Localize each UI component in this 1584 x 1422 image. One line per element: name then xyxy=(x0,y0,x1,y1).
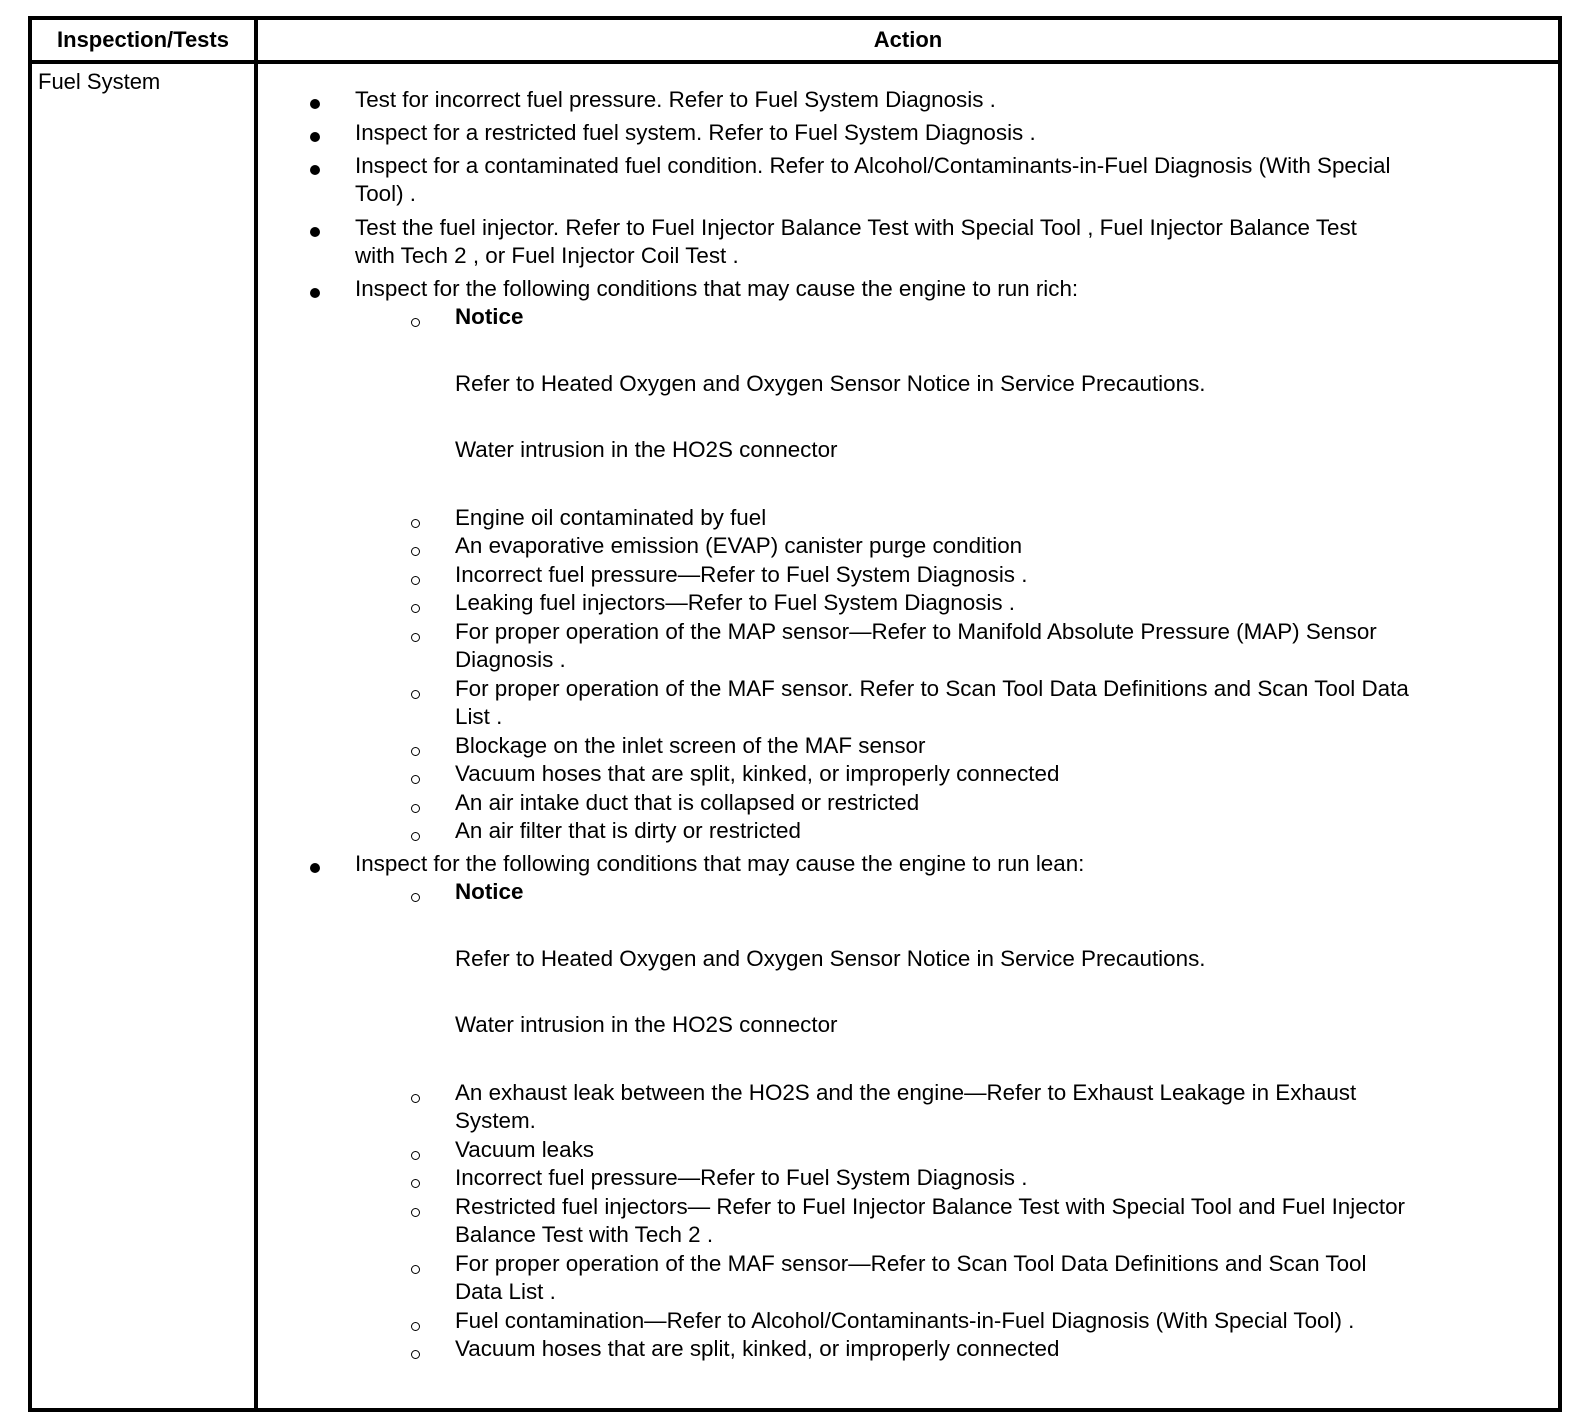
sub-list-item: For proper operation of the MAP sensor—Refer to Manifold Absolute Pressure (MAP) Sensor xyxy=(455,619,1377,644)
list-item: Inspect for a contaminated fuel condition. Refer to Alcohol/Contaminants-in-Fuel Diagnosis (With Special xyxy=(355,153,1391,178)
sub-list-item-continuation: Data List . xyxy=(455,1279,556,1304)
sub-bullet-icon xyxy=(411,576,420,585)
sub-bullet-icon xyxy=(411,1265,420,1274)
sub-bullet-icon xyxy=(411,1208,420,1217)
bullet-icon xyxy=(310,863,320,873)
sub-bullet-icon xyxy=(411,604,420,613)
sub-list-item: An air intake duct that is collapsed or restricted xyxy=(455,790,920,815)
inspection-table xyxy=(28,16,1562,1412)
sub-list-item: An air filter that is dirty or restricted xyxy=(455,818,801,843)
notice-text: Water intrusion in the HO2S connector xyxy=(455,437,838,462)
sub-list-item: Leaking fuel injectors—Refer to Fuel System Diagnosis . xyxy=(455,590,1016,615)
sub-bullet-icon xyxy=(411,318,420,327)
list-item: Inspect for the following conditions that may cause the engine to run lean: xyxy=(355,851,1085,876)
list-item: Test for incorrect fuel pressure. Refer to Fuel System Diagnosis . xyxy=(355,87,996,112)
sub-bullet-icon xyxy=(411,690,420,699)
sub-list-item: Incorrect fuel pressure—Refer to Fuel System Diagnosis . xyxy=(455,1165,1028,1190)
sub-bullet-icon xyxy=(411,804,420,813)
bullet-icon xyxy=(310,288,320,298)
notice-text: Refer to Heated Oxygen and Oxygen Sensor Notice in Service Precautions. xyxy=(455,946,1206,971)
sub-list-item-continuation: System. xyxy=(455,1108,536,1133)
list-item: Inspect for a restricted fuel system. Refer to Fuel System Diagnosis . xyxy=(355,120,1036,145)
list-item-continuation: Tool) . xyxy=(355,181,416,206)
sub-list-item-continuation: Diagnosis . xyxy=(455,647,566,672)
sub-bullet-icon xyxy=(411,1322,420,1331)
header-action: Action xyxy=(873,27,943,52)
sub-bullet-icon xyxy=(411,547,420,556)
sub-bullet-icon xyxy=(411,1094,420,1103)
sub-list-item: Vacuum hoses that are split, kinked, or improperly connected xyxy=(455,761,1060,786)
sub-list-item-continuation: List . xyxy=(455,704,503,729)
notice-label: Notice xyxy=(455,304,524,329)
bullet-icon xyxy=(310,165,320,175)
sub-list-item-continuation: Balance Test with Tech 2 . xyxy=(455,1222,714,1247)
sub-bullet-icon xyxy=(411,1151,420,1160)
sub-bullet-icon xyxy=(411,893,420,902)
sub-list-item: For proper operation of the MAF sensor. Refer to Scan Tool Data Definitions and Scan Tool Data xyxy=(455,676,1409,701)
sub-bullet-icon xyxy=(411,832,420,841)
sub-bullet-icon xyxy=(411,1350,420,1359)
sub-list-item: Blockage on the inlet screen of the MAF sensor xyxy=(455,733,926,758)
sub-bullet-icon xyxy=(411,519,420,528)
category-cell: Fuel System xyxy=(38,69,161,94)
sub-list-item: Engine oil contaminated by fuel xyxy=(455,505,767,530)
header-inspection-tests: Inspection/Tests xyxy=(57,27,229,52)
sub-bullet-icon xyxy=(411,775,420,784)
sub-list-item: For proper operation of the MAF sensor—Refer to Scan Tool Data Definitions and Scan Tool xyxy=(455,1251,1367,1276)
notice-label: Notice xyxy=(455,879,524,904)
sub-list-item: An evaporative emission (EVAP) canister purge condition xyxy=(455,533,1023,558)
bullet-icon xyxy=(310,132,320,142)
sub-bullet-icon xyxy=(411,633,420,642)
bullet-icon xyxy=(310,99,320,109)
sub-list-item: Fuel contamination—Refer to Alcohol/Contaminants-in-Fuel Diagnosis (With Special Tool) . xyxy=(455,1308,1355,1333)
notice-text: Water intrusion in the HO2S connector xyxy=(455,1012,838,1037)
list-item: Inspect for the following conditions that may cause the engine to run rich: xyxy=(355,276,1079,301)
action-cell xyxy=(258,64,1558,1408)
sub-list-item: An exhaust leak between the HO2S and the engine—Refer to Exhaust Leakage in Exhaust xyxy=(455,1080,1357,1105)
sub-list-item: Restricted fuel injectors— Refer to Fuel Injector Balance Test with Special Tool and Fuel Injector xyxy=(455,1194,1405,1219)
notice-text: Refer to Heated Oxygen and Oxygen Sensor Notice in Service Precautions. xyxy=(455,371,1206,396)
list-item: Test the fuel injector. Refer to Fuel Injector Balance Test with Special Tool , Fuel Injector Balance Test xyxy=(355,215,1357,240)
sub-list-item: Vacuum leaks xyxy=(455,1137,594,1162)
list-item-continuation: with Tech 2 , or Fuel Injector Coil Test . xyxy=(355,243,739,268)
sub-list-item: Incorrect fuel pressure—Refer to Fuel System Diagnosis . xyxy=(455,562,1028,587)
sub-bullet-icon xyxy=(411,1179,420,1188)
sub-bullet-icon xyxy=(411,747,420,756)
sub-list-item: Vacuum hoses that are split, kinked, or improperly connected xyxy=(455,1336,1060,1361)
bullet-icon xyxy=(310,227,320,237)
